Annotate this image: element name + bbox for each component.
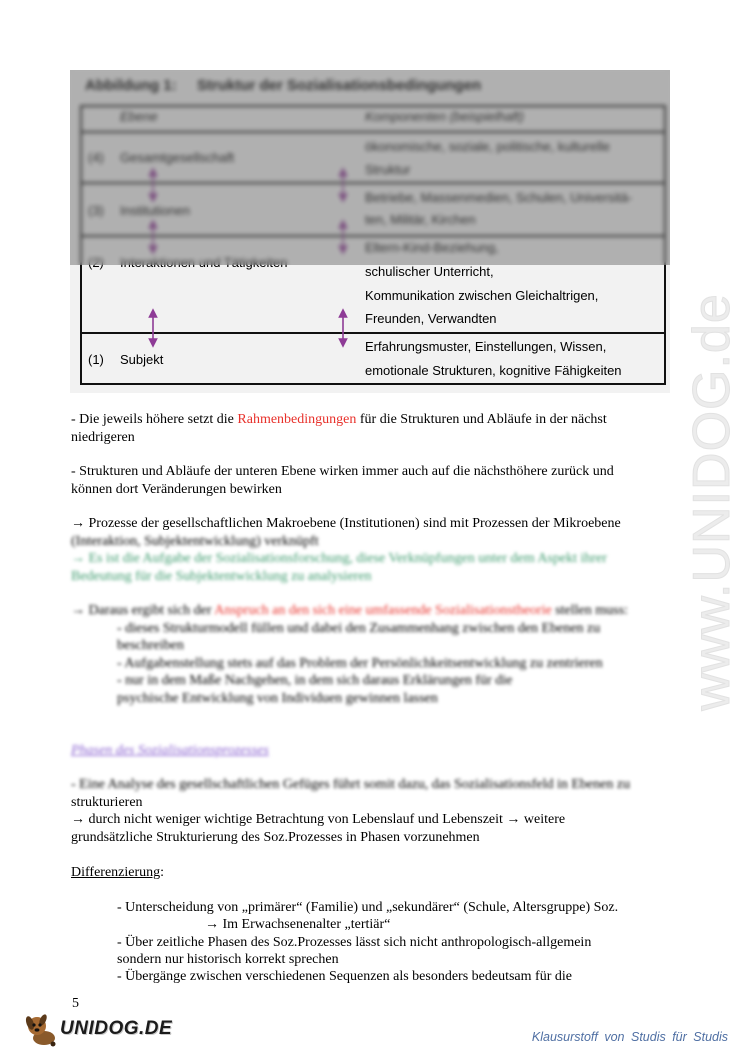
- row-component-line: ten, Militär, Kirchen: [365, 212, 476, 227]
- row-component-line: schulischer Unterricht,: [365, 264, 494, 279]
- paragraph-line: grundsätzliche Strukturierung des Soz.Prozesses in Phasen vorzunehmen: [71, 830, 480, 845]
- row-number: (1): [88, 352, 104, 367]
- blurred-line: [71, 602, 628, 620]
- paragraph-line: - Strukturen und Abläufe der unteren Ebene wirken immer auch auf die nächsthöhere zurück und: [71, 464, 614, 479]
- row-level: Institutionen: [120, 203, 191, 218]
- row-number: (3): [88, 203, 104, 218]
- row-component-line: emotionale Strukturen, kognitive Fähigkeiten: [365, 363, 622, 378]
- figure-blur-overlay: [70, 70, 670, 265]
- row-number: (4): [88, 150, 104, 165]
- paragraph-line: [71, 411, 607, 429]
- page-number: 5: [72, 996, 79, 1011]
- list-item: - Übergänge zwischen verschiedenen Sequenzen als besonders bedeutsam für die: [117, 969, 572, 984]
- table-header-level: Ebene: [120, 109, 158, 124]
- footer-tagline: Klausurstoff von Studis für Studis: [531, 1030, 728, 1044]
- figure-label: Abbildung 1:: [85, 77, 177, 94]
- paragraph-line: können dort Veränderungen bewirken: [71, 482, 282, 497]
- blurred-list-item: psychische Entwicklung von Individuen gewinnen lassen: [117, 691, 438, 706]
- highlighted-term: Anspruch an den sich eine umfassende Sozialisationstheorie: [214, 603, 552, 618]
- blurred-line: - Eine Analyse des gesellschaftlichen Gefüges führt somit dazu, das Sozialisationsfeld in Ebenen zu: [71, 777, 631, 792]
- dog-icon: [24, 1011, 58, 1047]
- text-segment: für die Strukturen und Abläufe in der nächst: [356, 412, 607, 427]
- list-item: - Über zeitliche Phasen des Soz.Prozesses lässt sich nicht anthropologisch-allgemein: [117, 935, 592, 950]
- row-component-line: Betriebe, Massenmedien, Schulen, Universitä-: [365, 190, 633, 205]
- watermark: www.UNIDOG.de: [683, 293, 741, 711]
- row-number: (2): [88, 255, 104, 270]
- row-component-line: Struktur: [365, 162, 411, 177]
- logo-text: UNIDOG.DE: [60, 1018, 173, 1039]
- list-item: - Unterscheidung von „primärer“ (Familie) und „sekundärer“ (Schule, Altersgruppe) Soz.: [117, 900, 619, 915]
- figure-socialization-structure: [70, 70, 670, 393]
- blurred-list-item: - dieses Strukturmodell füllen und dabei den Zusammenhang zwischen den Ebenen zu: [117, 621, 601, 636]
- differentiation-label: [71, 864, 164, 882]
- row-component-line: Freunden, Verwandten: [365, 311, 497, 326]
- blurred-line: (Interaktion, Subjektentwicklung) verknüpft: [71, 534, 319, 549]
- list-item: sondern nur historisch korrekt sprechen: [117, 952, 339, 967]
- blurred-list-item: beschreiben: [117, 638, 184, 653]
- text-segment: - Die jeweils höhere setzt die: [71, 412, 238, 427]
- paragraph-line: strukturieren: [71, 795, 143, 810]
- row-level: Gesamtgesellschaft: [120, 150, 235, 165]
- row-component-line: ökonomische, soziale, politische, kulturelle: [365, 139, 610, 154]
- blurred-line: → Es ist die Aufgabe der Sozialisationsforschung, diese Verknüpfungen unter dem Aspekt ihrer: [71, 551, 607, 566]
- blurred-list-item: - nur in dem Maße Nachgehen, in dem sich daraus Erklärungen für die: [117, 673, 513, 688]
- row-level: Interaktionen und Tätigkeiten: [120, 255, 288, 270]
- figure-title-text: Struktur der Sozialisationsbedingungen: [197, 77, 482, 94]
- text-segment: stellen muss:: [551, 603, 628, 618]
- section-heading: Phasen des Sozialisationsprozesses: [71, 743, 269, 758]
- blurred-list-item: - Aufgabenstellung stets auf das Problem der Persönlichkeitsentwicklung zu zentrieren: [117, 656, 603, 671]
- paragraph-line: → Prozesse der gesellschaftlichen Makroebene (Institutionen) sind mit Prozessen der Mikroebene: [71, 516, 621, 531]
- row-component-line: Eltern-Kind-Beziehung,: [365, 240, 499, 255]
- differentiation-colon: :: [160, 865, 165, 880]
- row-component-line: Kommunikation zwischen Gleichaltrigen,: [365, 288, 599, 303]
- row-level: Subjekt: [120, 352, 164, 367]
- table-header-components: Komponenten (beispielhaft): [365, 109, 524, 124]
- text-segment: → Daraus ergibt sich der: [71, 603, 215, 618]
- paragraph-line: niedrigeren: [71, 430, 135, 445]
- list-item: → Im Erwachsenenalter „tertiär“: [205, 917, 391, 932]
- unidog-logo: [24, 1010, 172, 1048]
- paragraph-line: → durch nicht weniger wichtige Betrachtung von Lebenslauf und Lebenszeit → weitere: [71, 812, 566, 827]
- highlighted-term: Rahmenbedingungen: [237, 412, 357, 427]
- blurred-line: Bedeutung für die Subjektentwicklung zu analysieren: [71, 569, 372, 584]
- row-component-line: Erfahrungsmuster, Einstellungen, Wissen,: [365, 339, 607, 354]
- differentiation-label-text: Differenzierung: [71, 865, 161, 880]
